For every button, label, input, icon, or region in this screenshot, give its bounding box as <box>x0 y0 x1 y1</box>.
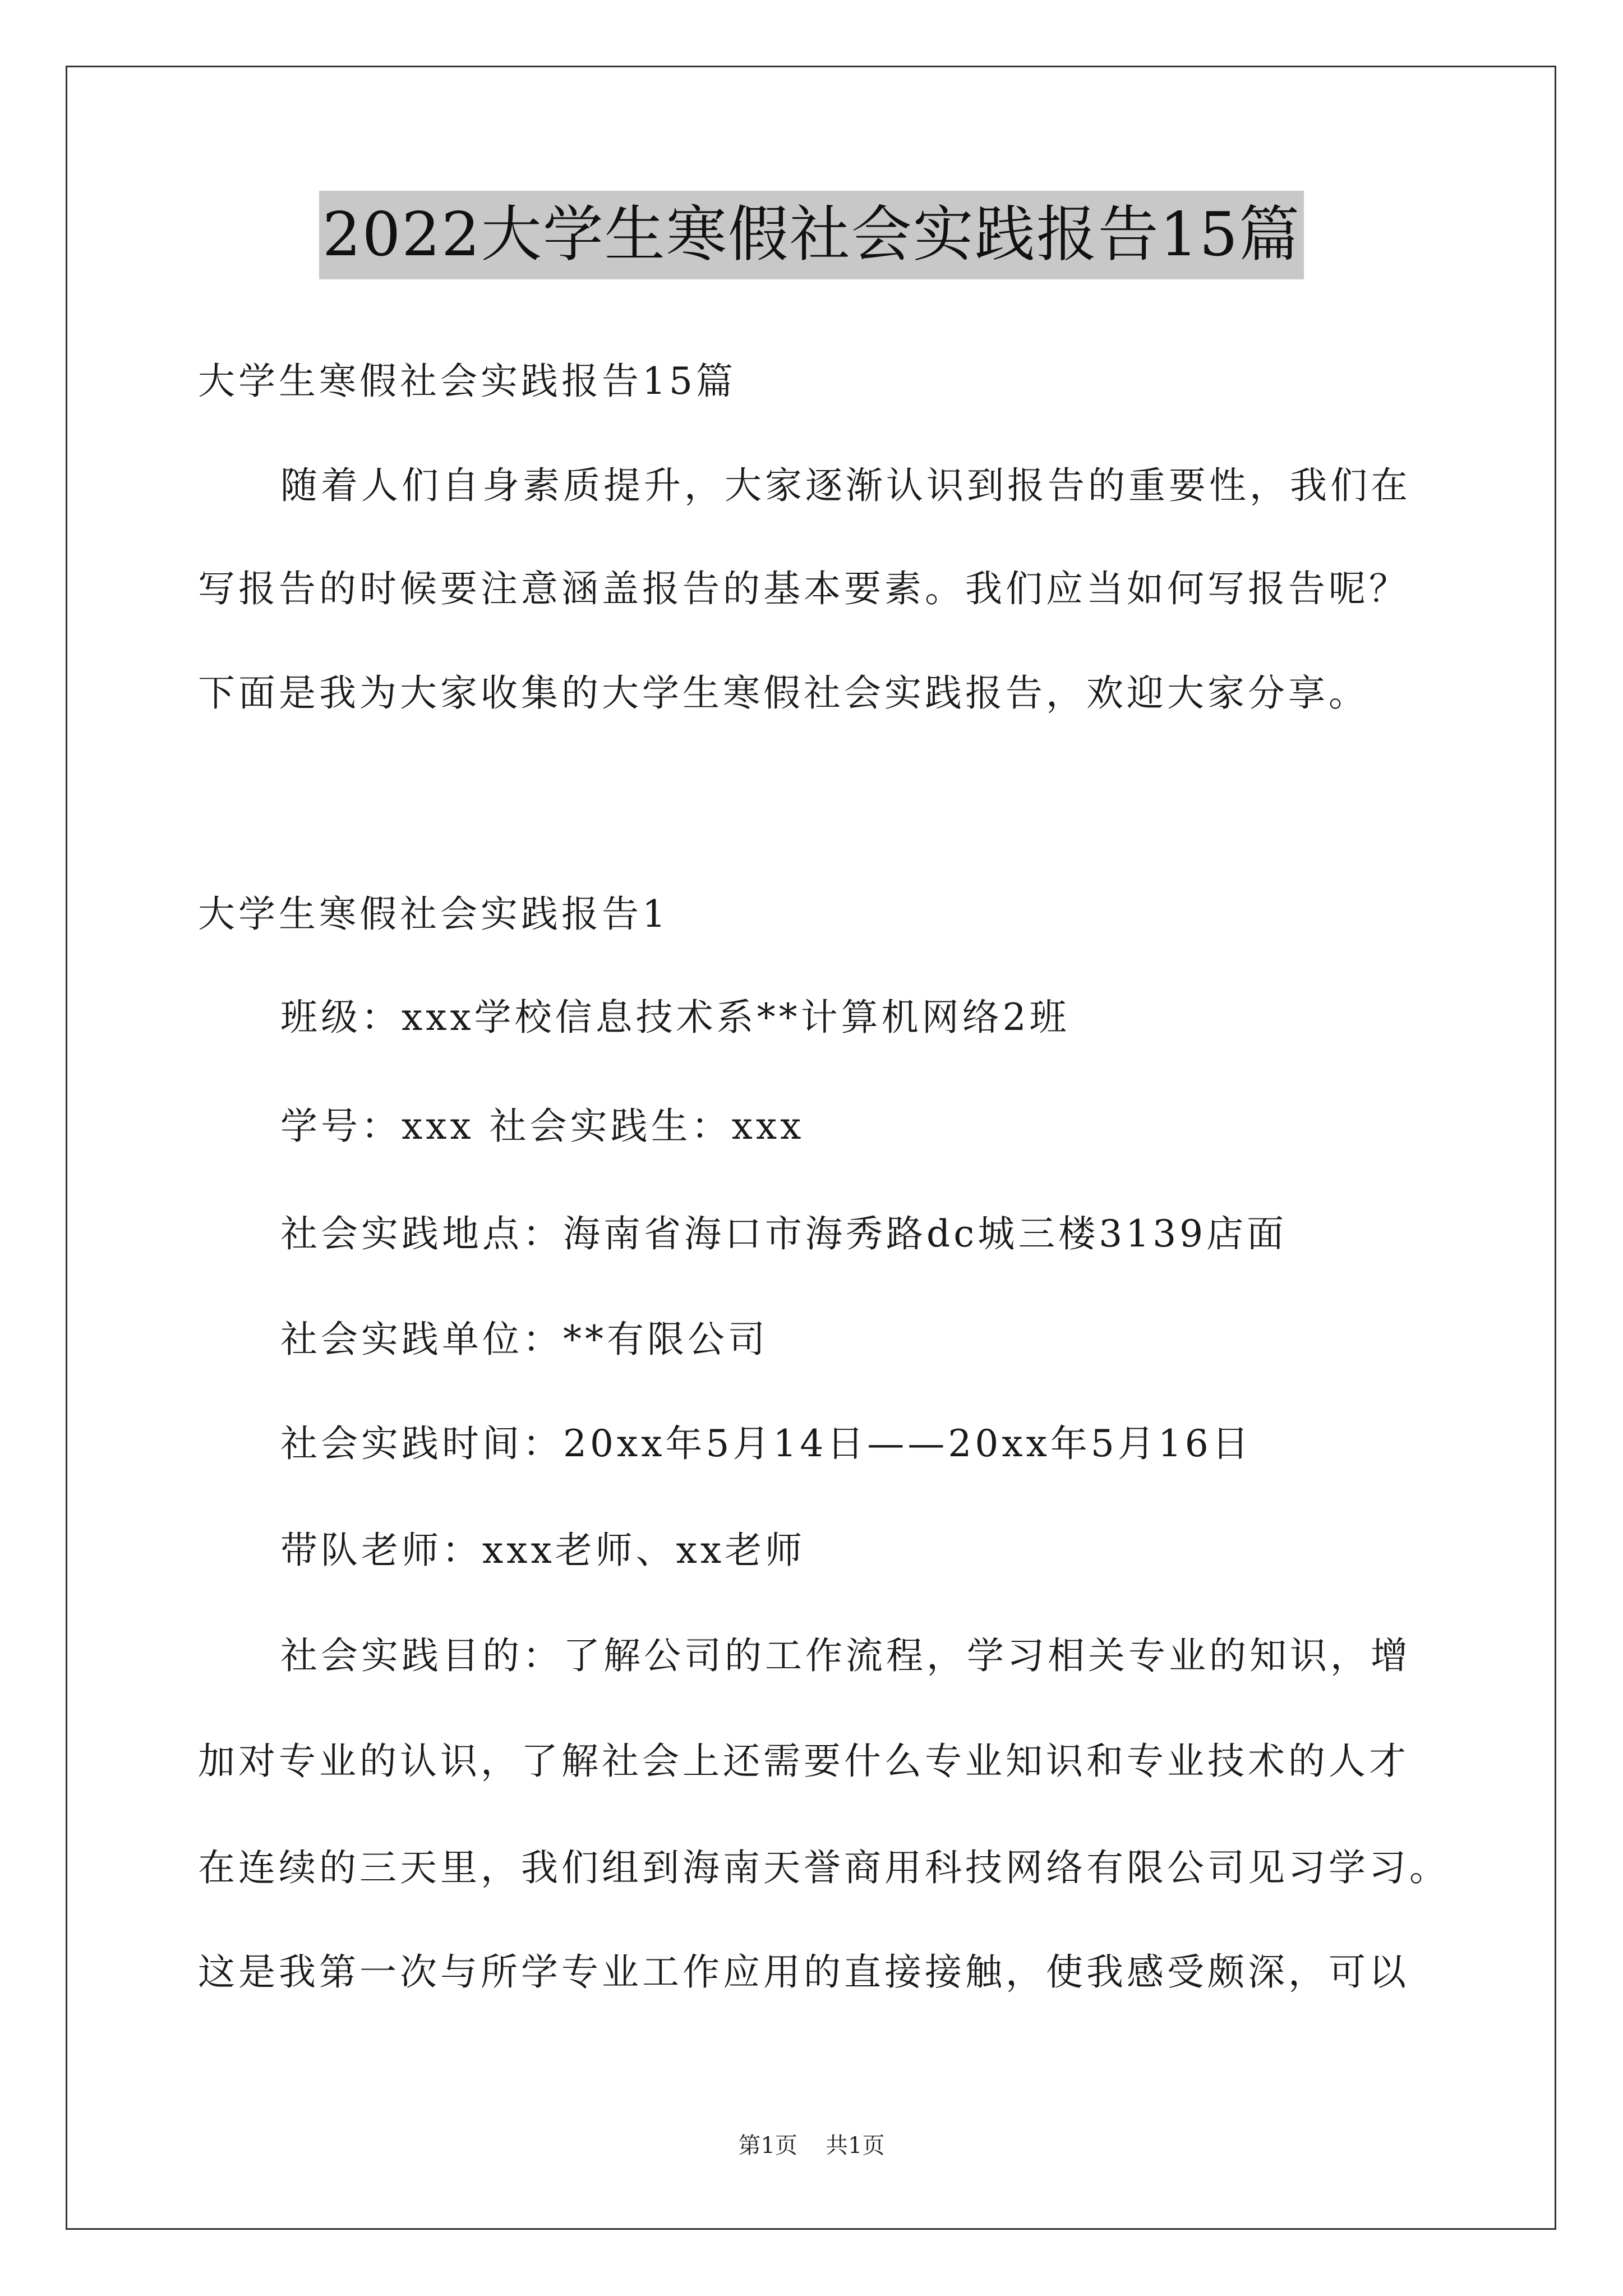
body-line-1: 在连续的三天里，我们组到海南天誉商用科技网络有限公司见习学习。 <box>198 1846 1450 1889</box>
intro-line-2: 写报告的时候要注意涵盖报告的基本要素。我们应当如何写报告呢？ <box>198 567 1409 610</box>
body-line-2: 这是我第一次与所学专业工作应用的直接接触，使我感受颇深，可以 <box>198 1950 1409 1994</box>
document-title: 2022大学生寒假社会实践报告15篇 <box>319 191 1304 279</box>
location-line: 社会实践地点：海南省海口市海秀路dc城三楼3139店面 <box>280 1212 1288 1255</box>
unit-line: 社会实践单位：**有限公司 <box>280 1318 768 1361</box>
section-heading: 大学生寒假社会实践报告1 <box>198 892 669 936</box>
page-footer <box>0 2132 1623 2160</box>
page-total: 共1页 <box>826 2133 885 2159</box>
intro-line-1: 随着人们自身素质提升，大家逐渐认识到报告的重要性，我们在 <box>280 464 1411 507</box>
class-line: 班级：xxx学校信息技术系**计算机网络2班 <box>280 996 1070 1039</box>
subtitle-line: 大学生寒假社会实践报告15篇 <box>198 360 736 403</box>
purpose-line-2: 加对专业的认识，了解社会上还需要什么专业知识和专业技术的人才 <box>198 1740 1409 1783</box>
page-number: 第1页 <box>738 2133 797 2159</box>
title-container <box>0 191 1623 279</box>
student-id-line: 学号：xxx 社会实践生：xxx <box>280 1105 805 1148</box>
teacher-line: 带队老师：xxx老师、xx老师 <box>280 1529 806 1572</box>
time-line: 社会实践时间：20xx年5月14日——20xx年5月16日 <box>280 1422 1252 1465</box>
purpose-line-1: 社会实践目的：了解公司的工作流程，学习相关专业的知识，增 <box>280 1634 1411 1677</box>
intro-line-3: 下面是我为大家收集的大学生寒假社会实践报告，欢迎大家分享。 <box>198 671 1369 715</box>
